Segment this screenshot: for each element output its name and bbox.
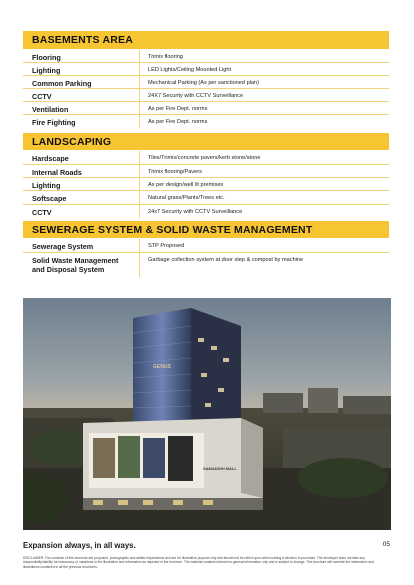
table-row (23, 89, 389, 102)
page-number: 05 (382, 541, 390, 548)
building-rendering-svg (23, 298, 391, 530)
disclaimer-text: DISCLAIMER: The contents of this brochure are proposed, photographic and artistic impressions and are for illustrative purpose only and should not be relied upon when making a decision to purchase. The developer does not take any responsibility/liability for inaccuracy or variations in the illustration and information as depicted in the brochure. The material contained therein is general information only and is subject to change. This brochure will override the information and illustrations contained in all the previous brochures. (23, 556, 374, 569)
row-value: As per Fire Dept. norms (139, 102, 389, 115)
table-row (23, 253, 389, 277)
table-row (23, 178, 389, 191)
row-label: Softscape (32, 194, 67, 203)
sewerage-section-header: SEWERAGE SYSTEM & SOLID WASTE MANAGEMENT (23, 221, 389, 238)
row-label: Ventilation (32, 105, 69, 114)
basements-section-header: BASEMENTS AREA (23, 31, 389, 49)
landscaping-table (23, 151, 389, 218)
sewerage-table (23, 239, 389, 277)
table-row (23, 50, 389, 63)
row-label: CCTV (32, 92, 52, 101)
row-label: Hardscape (32, 154, 69, 163)
row-value: Trimix flooring/Pavers (139, 165, 389, 178)
row-value: 24X7 Security with CCTV Surveillance (139, 89, 389, 102)
row-label: Solid Waste Management and Disposal System (32, 256, 119, 274)
building-sign: GENUS (153, 364, 171, 370)
row-label: Lighting (32, 181, 61, 190)
row-value: Trimix flooring (139, 50, 389, 63)
row-label: Sewerage System (32, 242, 94, 251)
row-label: Lighting (32, 66, 61, 75)
row-value: As per design/well lit premises (139, 178, 389, 191)
table-row (23, 76, 389, 89)
row-label: Flooring (32, 53, 61, 62)
table-row (23, 151, 389, 165)
basements-table (23, 50, 389, 128)
mall-sign: SAMADDHI MALL (203, 466, 237, 471)
footer-tagline: Expansion always, in all ways. (23, 541, 136, 550)
landscaping-section-header: LANDSCAPING (23, 133, 389, 150)
table-row (23, 63, 389, 76)
row-label: Fire Fighting (32, 118, 76, 127)
row-value: Garbage collection system at door step & compost by machine (139, 253, 389, 277)
building-rendering-image (23, 298, 391, 530)
row-value: 24x7 Security with CCTV Surveillance (139, 205, 389, 218)
row-value: LED Lights/Ceiling Mounted Light (139, 63, 389, 76)
row-label: Common Parking (32, 79, 92, 88)
table-row (23, 165, 389, 178)
table-row (23, 115, 389, 128)
table-row (23, 205, 389, 218)
row-value: As per Fire Dept. norms (139, 115, 389, 128)
table-row (23, 239, 389, 253)
row-value: STP Proposed (139, 239, 389, 253)
table-row (23, 191, 389, 205)
row-label: Internal Roads (32, 168, 82, 177)
table-row (23, 102, 389, 115)
row-label: CCTV (32, 208, 52, 217)
row-value: Mechanical Parking (As per sanctioned plan) (139, 76, 389, 89)
row-value: Tiles/Trimix/concrete pavers/kerb stone/stone (139, 151, 389, 165)
row-value: Natural grass/Plants/Trees etc. (139, 191, 389, 205)
